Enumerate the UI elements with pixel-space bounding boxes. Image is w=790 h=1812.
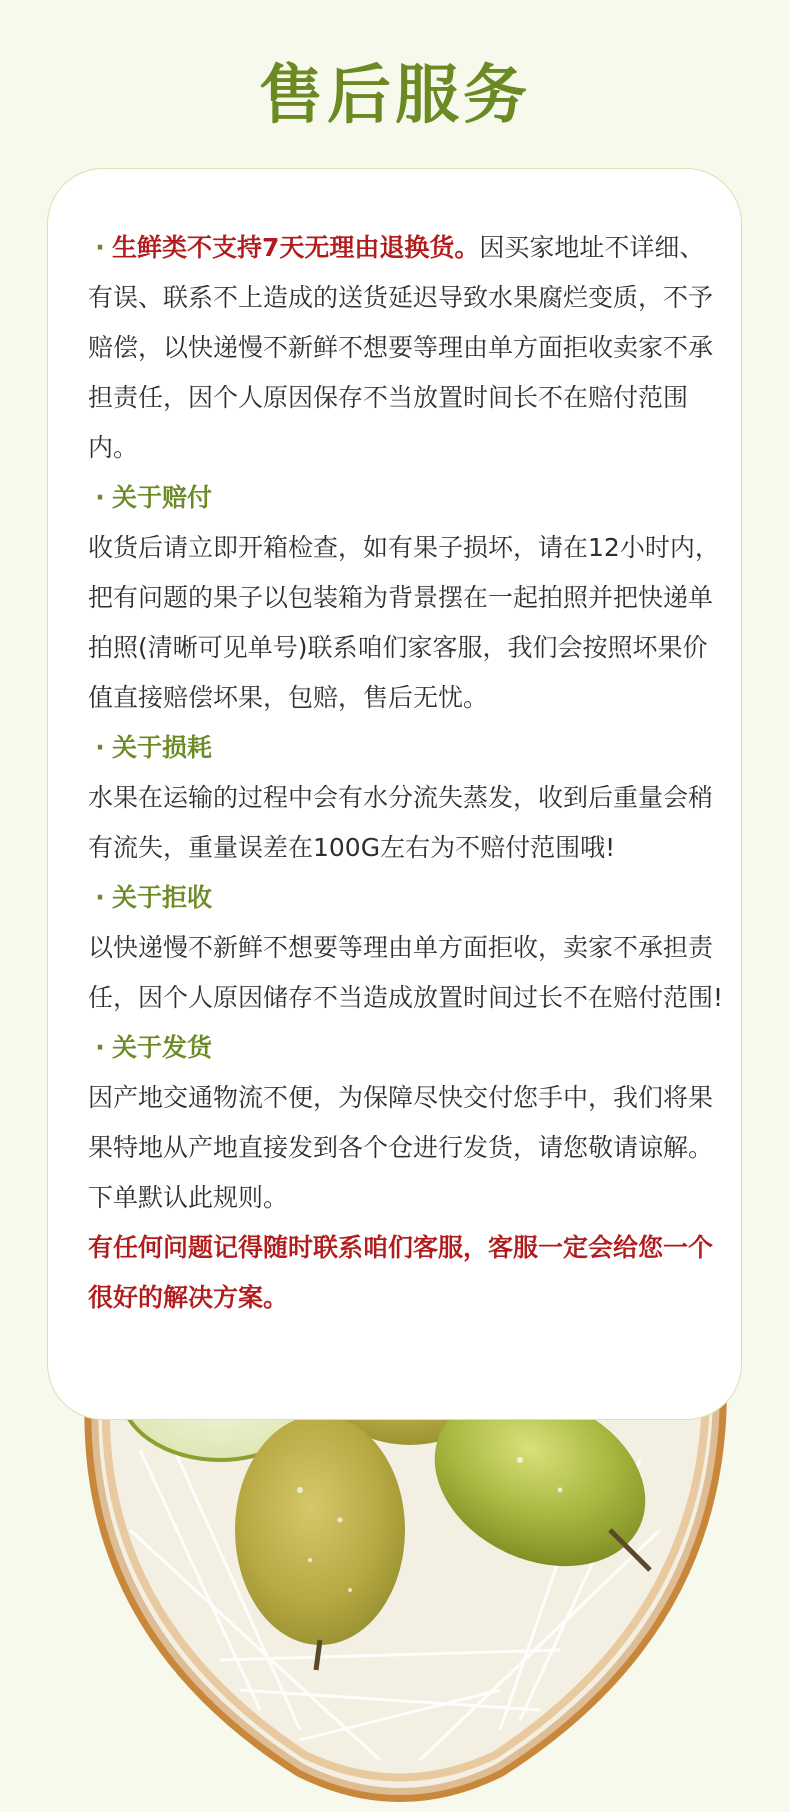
after-sales-card <box>47 168 742 1420</box>
bullet-dot-icon: · <box>95 1033 105 1062</box>
section-body-compensation: 收货后请立即开箱检查，如有果子损坏，请在12小时内，把有问题的果子以包装箱为背景摆在一起拍照并把快递单拍照(清晰可见单号)联系咱们家客服，我们会按照坏果价值直接赔偿坏果，包赔，售后无忧。 <box>88 533 720 712</box>
page-title: 售后服务 <box>259 59 531 133</box>
section-heading-shipping: · 关于发货 <box>88 1023 724 1073</box>
bullet-dot-icon: · <box>95 483 105 512</box>
section-body-loss: 水果在运输的过程中会有水分流失蒸发，收到后重量会稍有流失，重量误差在100G左右为不赔付范围哦! <box>88 783 714 862</box>
section-body-shipping: 因产地交通物流不便，为保障尽快交付您手中，我们将果果特地从产地直接发到各个仓进行发货，请您敬请谅解。下单默认此规则。 <box>88 1083 714 1212</box>
section-heading-compensation: · 关于赔付 <box>88 473 724 523</box>
card-content <box>88 223 724 1323</box>
bullet-dot-icon: · <box>95 733 105 762</box>
section-heading-rejection: · 关于拒收 <box>88 873 724 923</box>
bullet-dot-icon: · <box>95 233 105 262</box>
intro-highlight: 生鲜类不支持7天无理由退换货。 <box>112 233 480 262</box>
contact-notice: 有任何问题记得随时联系咱们客服，客服一定会给您一个很好的解决方案。 <box>88 1233 714 1312</box>
bullet-dot-icon: · <box>95 883 105 912</box>
intro-paragraph <box>88 223 724 473</box>
intro-body: 因买家地址不详细、有误、联系不上造成的送货延迟导致水果腐烂变质，不予赔偿，以快递慢不新鲜不想要等理由单方面拒收卖家不承担责任，因个人原因保存不当放置时间长不在赔付范围内。 <box>88 233 714 462</box>
section-heading-loss: · 关于损耗 <box>88 723 724 773</box>
section-body-rejection: 以快递慢不新鲜不想要等理由单方面拒收，卖家不承担责任，因个人原因储存不当造成放置时间过长不在赔付范围! <box>88 933 724 1012</box>
